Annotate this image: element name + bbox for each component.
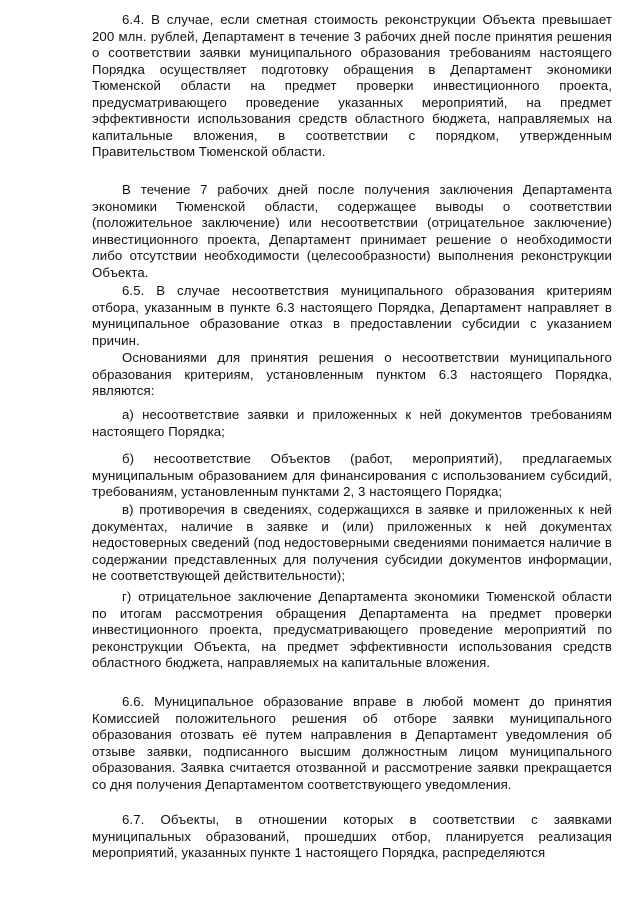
paragraph-grounds-for-decision: Основаниями для принятия решения о несоответствии муниципального образования критериям, установленным пунктом 6.3 настоящего Порядка, являются: xyxy=(92,350,612,398)
paragraph-decision-after-conclusion: В течение 7 рабочих дней после получения заключения Департамента экономики Тюменской области, содержащее выводы о соответствии (положительное заключение) или несоответствии (отрицательное заключение) инвестиционного проекта, Департамент принимает решение о необходимости либо отсутствии необходимости (целесообразности) выполнения реконструкции Объекта. xyxy=(92,182,612,280)
paragraph-6-4: 6.4. В случае, если сметная стоимость реконструкции Объекта превышает 200 млн. рублей, Департамент в течение 3 рабочих дней после принятия решения о соответствии заявки муниципального образования требованиям настоящего Порядка осуществляет подготовку обращения в Департамент экономики Тюменской области на предмет проверки инвестиционного проекта, предусматривающего проведение указанных мероприятий, на предмет эффективности использования средств областного бюджета, направляемых на капитальные вложения, в соответствии с порядком, утвержденным Правительством Тюменской области. xyxy=(92,12,612,159)
list-item-v: в) противоречия в сведениях, содержащихся в заявке и приложенных к ней документах, наличие в заявке и (или) приложенных к ней документах недостоверных сведений (под недостоверными сведениями понимается наличие в содержании представленных для получения субсидии документов информации, не соответствующей действительности); xyxy=(92,502,612,583)
paragraph-6-6: 6.6. Муниципальное образование вправе в любой момент до принятия Комиссией положительного решения об отборе заявки муниципального образования отозвать её путем направления в Департамент уведомления об отзыве заявки, подписанного высшим должностным лицом муниципального образования. Заявка считается отозванной и рассмотрение заявки прекращается со дня получения Департаментом соответствующего уведомления. xyxy=(92,694,612,792)
list-item-a: а) несоответствие заявки и приложенных к ней документов требованиям настоящего Порядка; xyxy=(92,407,612,439)
paragraph-6-7: 6.7. Объекты, в отношении которых в соответствии с заявками муниципальных образований, прошедших отбор, планируется реализация мероприятий, указанных пункте 1 настоящего Порядка, распределяются xyxy=(92,812,612,860)
paragraph-6-5: 6.5. В случае несоответствия муниципального образования критериям отбора, указанным в пункте 6.3 настоящего Порядка, Департамент направляет в муниципальное образование отказ в предоставлении субсидии с указанием причин. xyxy=(92,283,612,348)
list-item-b: б) несоответствие Объектов (работ, мероприятий), предлагаемых муниципальным образованием для финансирования с использованием субсидий, требованиям, установленным пунктами 2, 3 настоящего Порядка; xyxy=(92,451,612,499)
list-item-g: г) отрицательное заключение Департамента экономики Тюменской области по итогам рассмотрения обращения Департамента на предмет проверки инвестиционного проекта, предусматривающего проведение мероприятий по реконструкции Объекта, на предмет эффективности использования средств областного бюджета, направляемых на капитальные вложения. xyxy=(92,589,612,670)
